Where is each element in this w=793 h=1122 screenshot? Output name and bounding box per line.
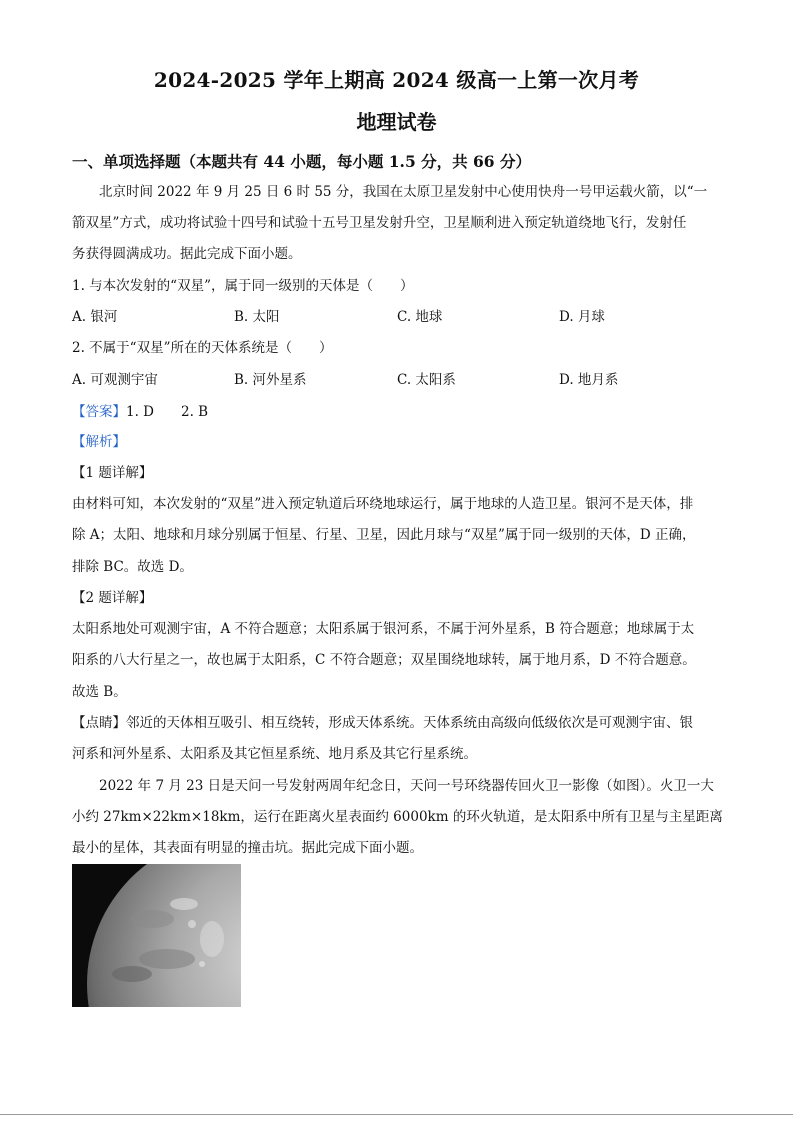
exam-subject: 地理试卷 [356, 110, 437, 134]
option-d: D. 月球 [559, 309, 605, 325]
section-heading: 一、单项选择题（本题共有 44 小题，每小题 1.5 分，共 66 分） [72, 152, 531, 171]
detail-1-label: 【1 题详解】 [72, 465, 153, 481]
passage-line: 最小的星体，其表面有明显的撞击坑。据此完成下面小题。 [72, 840, 423, 856]
passage-line: 2022 年 7 月 23 日是天问一号发射两周年纪念日，天问一号环绕器传回火卫一影像（如图）。火卫一大 [99, 778, 714, 794]
exam-title: 2024-2025 学年上期高 2024 级高一上第一次月考 [153, 68, 640, 92]
detail-line: 由材料可知，本次发射的“双星”进入预定轨道后环绕地球运行，属于地球的人造卫星。银河不是天体，排 [72, 496, 694, 512]
tip-line: 河系和河外星系、太阳系及其它恒星系统、地月系及其它行星系统。 [72, 746, 477, 762]
option-a: A. 可观测宇宙 [72, 372, 158, 388]
detail-2-label: 【2 题详解】 [72, 590, 153, 606]
answer-row [72, 400, 208, 420]
question-stem: 2. 不属于“双星”所在的天体系统是（ ） [72, 340, 333, 356]
tip-first-line [72, 711, 693, 731]
passage-line: 小约 27km×22km×18km，运行在距离火星表面约 6000km 的环火轨道，是太阳系中所有卫星与主星距离 [72, 809, 723, 825]
option-d: D. 地月系 [559, 372, 619, 388]
detail-line: 排除 BC。故选 D。 [72, 559, 193, 575]
phobos-mars-image [72, 864, 241, 1007]
page-bottom-rule [0, 1114, 793, 1115]
tip-text: 邻近的天体相互吸引、相互绕转，形成天体系统。天体系统由高级向低级依次是可观测宇宙、银 [126, 715, 693, 731]
detail-line: 故选 B。 [72, 684, 127, 700]
tip-label: 【点睛】 [72, 715, 126, 731]
option-c: C. 地球 [397, 309, 443, 325]
option-b: B. 太阳 [234, 309, 280, 325]
detail-line: 太阳系地处可观测宇宙，A 不符合题意；太阳系属于银河系，不属于河外星系，B 符合题意；地球属于太 [72, 621, 695, 637]
answer-text: 1. D 2. B [126, 404, 209, 420]
detail-line: 阳系的八大行星之一，故也属于太阳系，C 不符合题意；双星围绕地球转，属于地月系，D 不符合题意。 [72, 652, 696, 668]
option-c: C. 太阳系 [397, 372, 456, 388]
option-a: A. 银河 [72, 309, 118, 325]
option-b: B. 河外星系 [234, 372, 307, 388]
detail-line: 除 A；太阳、地球和月球分别属于恒星、行星、卫星，因此月球与“双星”属于同一级别的天体，D 正确， [72, 527, 696, 543]
answer-label: 【答案】 [72, 404, 126, 420]
question-stem: 1. 与本次发射的“双星”，属于同一级别的天体是（ ） [72, 278, 414, 294]
passage-line: 北京时间 2022 年 9 月 25 日 6 时 55 分，我国在太原卫星发射中心使用快舟一号甲运载火箭，以“一 [99, 184, 708, 200]
analysis-label: 【解析】 [72, 434, 126, 450]
passage-line: 箭双星”方式，成功将试验十四号和试验十五号卫星发射升空，卫星顺利进入预定轨道绕地飞行，发射任 [72, 215, 687, 231]
passage-line: 务获得圆满成功。据此完成下面小题。 [72, 246, 302, 262]
planet-image [72, 864, 241, 1007]
